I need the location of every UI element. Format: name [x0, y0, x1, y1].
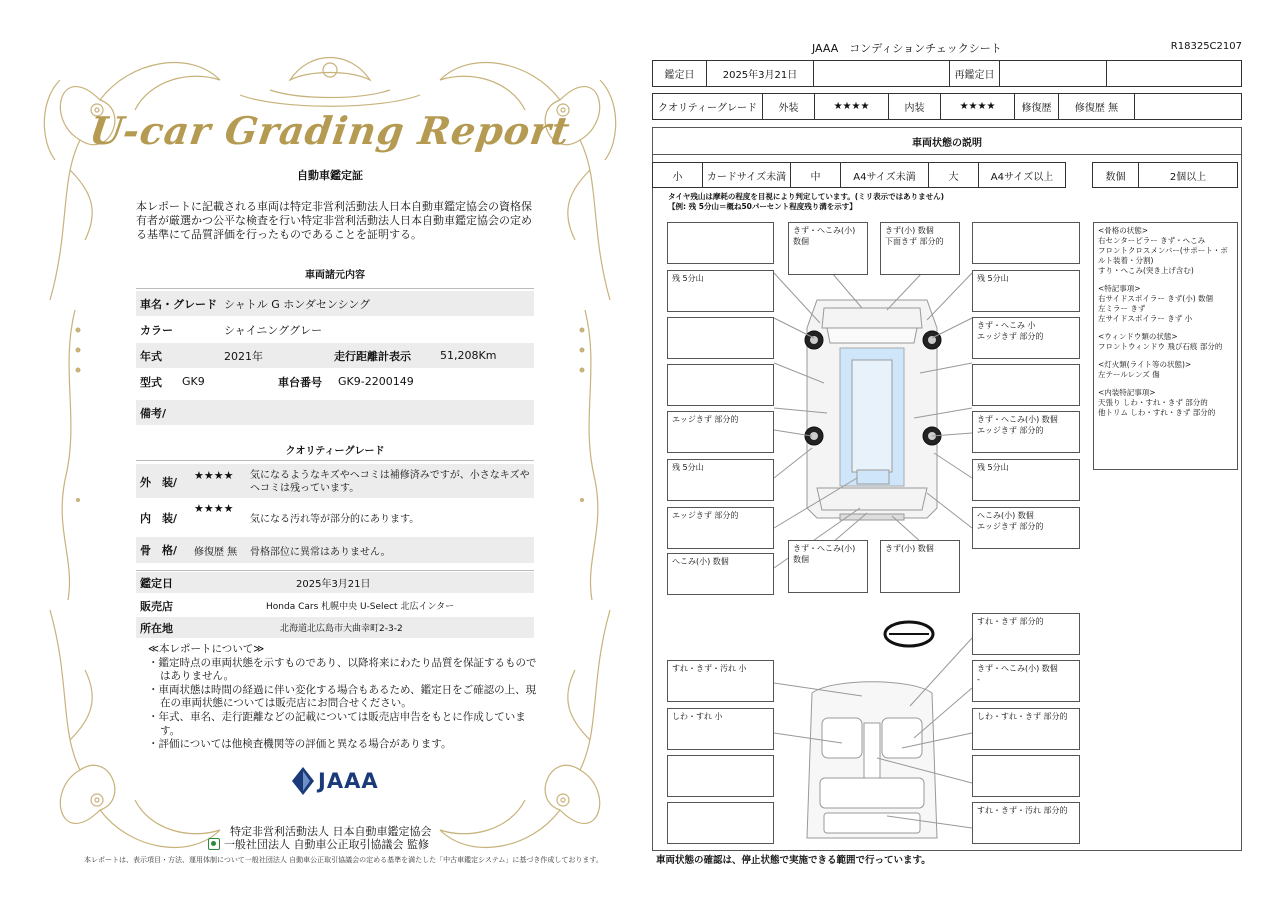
mileage-value: 51,208Km [440, 349, 497, 362]
info-row-address [136, 617, 534, 638]
interior-label: 内 装/ [140, 512, 178, 525]
divider [136, 570, 534, 571]
repair-label: 修復歴 [1015, 94, 1059, 119]
note-box-bottom-mid-2 [880, 540, 960, 593]
note-text: エッジきず 部分的 [977, 332, 1044, 341]
note-text: 残 5分山 [672, 463, 704, 472]
note-text: しわ・すれ 小 [672, 712, 723, 721]
note-box-interior-left-2 [667, 708, 774, 750]
exterior-label: 外 装/ [140, 476, 178, 489]
divider [136, 288, 534, 289]
grading-report-page [40, 40, 620, 870]
spec-row-model [136, 369, 534, 394]
right-footer-note: 車両状態の確認は、停止状態で実施できる範囲で行っています。 [656, 855, 931, 866]
spec-row-year [136, 343, 534, 368]
info-row-date [136, 572, 534, 593]
interior-stars: ★★★★ [194, 502, 234, 515]
note-box-empty [972, 755, 1080, 797]
note-box-interior-right-4 [972, 802, 1080, 844]
quality-row-interior [136, 502, 534, 532]
spec-section-header: 車両諸元内容 [305, 270, 365, 281]
condition-line: <ウィンドウ類の状態> [1098, 332, 1178, 341]
condition-line: 左テールレンズ 傷 [1098, 370, 1160, 379]
spec-row-color [136, 317, 534, 342]
note-text: しわ・すれ・きず 部分的 [977, 712, 1068, 721]
int-stars: ★★★★ [941, 94, 1015, 119]
model-value: GK9 [182, 375, 205, 388]
condition-line: 左ミラー きず [1098, 304, 1146, 313]
year-label: 年式 [140, 349, 162, 363]
note-text: - [977, 675, 980, 684]
note-text: へこみ(小) 数個 [672, 557, 729, 566]
address-value: 北海道北広島市大曲幸町2-3-2 [280, 624, 403, 634]
dealer-label: 販売店 [140, 599, 173, 613]
condition-line: 右センターピラー きず・へこみ [1098, 236, 1206, 245]
note-text: きず(小) 数個 [885, 544, 934, 553]
exterior-text-2: ヘコミは残っています。 [250, 483, 360, 494]
note-item: ・評価については他検査機関等の評価と異なる場合があります。 [148, 738, 452, 751]
spacer [1098, 380, 1233, 388]
supervisor-text: 一般社団法人 自動車公正取引協議会 監修 [224, 838, 429, 851]
note-text: エッジきず 部分的 [672, 415, 739, 424]
condition-line: すり・へこみ(突き上げ含む) [1098, 266, 1194, 275]
chassis-label: 車台番号 [278, 375, 322, 389]
note-box-top-mid-2 [880, 222, 960, 275]
jaaa-logo [292, 767, 379, 795]
count-value: 2個以上 [1169, 171, 1207, 183]
note-box-interior-right-3 [972, 708, 1080, 750]
date-value: 2025年3月21日 [707, 61, 814, 86]
frame-value: 修復歴 無 [194, 546, 238, 558]
note-text: 下面きず 部分的 [885, 237, 944, 246]
qg-label: クオリティーグレード [653, 94, 763, 119]
note-box-interior-right-2 [972, 660, 1080, 702]
note-text: きず・へこみ(小) 数個 [793, 226, 856, 246]
color-label: カラー [140, 323, 173, 337]
remarks-label: 備考/ [140, 406, 167, 420]
size-m-desc: A4サイズ未満 [841, 163, 929, 187]
redate-label: 再鑑定日 [950, 61, 1000, 86]
ext-label: 外装 [763, 94, 815, 119]
note-box-right-mid-1 [972, 317, 1080, 359]
report-notes [148, 643, 538, 752]
condition-summary [1093, 222, 1238, 470]
note-text: きず・へこみ(小) 数個 [977, 664, 1058, 673]
spec-row-name [136, 291, 534, 316]
name-value: シャトル G ホンダセンシング [224, 297, 371, 311]
size-l-desc: A4サイズ以上 [990, 171, 1054, 183]
tire-note-line-2: 【例: 残 5分山＝概ね50パーセント程度残り溝を示す】 [668, 202, 857, 211]
note-text: エッジきず 部分的 [672, 511, 739, 520]
size-s-label: 小 [653, 163, 703, 187]
condition-line: <内装特記事項> [1098, 388, 1156, 397]
organization-name: 特定非営利活動法人 日本自動車鑑定協会 [230, 825, 432, 838]
note-text: きず・へこみ 小 [977, 321, 1036, 330]
note-text: エッジきず 部分的 [977, 426, 1044, 435]
condition-line: <骨格の状態> [1098, 226, 1149, 235]
condition-line: ルト装着・分割) [1098, 256, 1154, 265]
note-text: へこみ(小) 数個 [977, 511, 1034, 520]
condition-line: 右サイドスポイラー きず(小) 数個 [1098, 294, 1214, 303]
interior-text: 気になる汚れ等が部分的にあります。 [250, 514, 420, 525]
size-s-desc: カードサイズ未満 [703, 163, 791, 187]
report-script-title: U-car Grading Report [86, 108, 574, 153]
divider [136, 460, 534, 461]
condition-line: 左サイドスポイラー きず 小 [1098, 314, 1193, 323]
note-box-right-tire-1 [972, 270, 1080, 312]
note-box-left-edge-2 [667, 507, 774, 549]
note-text: すれ・きず・汚れ 部分的 [977, 806, 1068, 815]
note-box-bottom-mid-1 [788, 540, 868, 593]
note-box-left-tire-2 [667, 459, 774, 501]
condition-line: フロントウィンドウ 飛び石痕 部分的 [1098, 342, 1223, 351]
exterior-description [250, 469, 530, 495]
note-text: 残 5分山 [672, 274, 704, 283]
note-text: きず(小) 数個 [885, 226, 934, 235]
note-text: すれ・きず 部分的 [977, 617, 1044, 626]
condition-line: <特記事項> [1098, 284, 1141, 293]
fair-trade-mark-icon [208, 838, 220, 850]
left-footer-note: 本レポートは、表示項目・方法、運用体制について一般社団法人 自動車公正取引協議会の定める基準を満たした「中古車鑑定システム」に基づき作成しております。 [84, 856, 603, 864]
note-text: 残 5分山 [977, 463, 1009, 472]
condition-check-sheet [652, 38, 1242, 868]
dealer-value: Honda Cars 札幌中央 U-Select 北広インター [266, 602, 455, 612]
address-label: 所在地 [140, 621, 173, 635]
note-box-empty [667, 364, 774, 406]
note-box-top-mid-1 [788, 222, 868, 275]
model-label: 型式 [140, 375, 162, 389]
note-box-empty [667, 222, 774, 264]
count-label: 数個 [1093, 163, 1139, 187]
condition-line: 天張り しわ・すれ・きず 部分的 [1098, 398, 1208, 407]
note-box-empty [972, 222, 1080, 264]
note-box-interior-left-1 [667, 660, 774, 702]
notes-title: ≪本レポートについて≫ [148, 643, 265, 655]
section-title: 車両状態の説明 [652, 127, 1242, 155]
spec-row-remarks [136, 400, 534, 425]
exterior-stars: ★★★★ [194, 469, 234, 482]
size-l-label: 大 [929, 163, 979, 187]
sheet-title: JAAA コンディションチェックシート [812, 42, 1002, 55]
note-text: 残 5分山 [977, 274, 1009, 283]
quality-row-exterior [136, 464, 534, 498]
info-row-dealer [136, 595, 534, 616]
certificate-title: 自動車鑑定証 [297, 169, 363, 182]
supervisor-name [208, 836, 429, 852]
note-text: エッジきず 部分的 [977, 522, 1044, 531]
date-label: 鑑定日 [140, 576, 173, 590]
size-m-label: 中 [791, 163, 841, 187]
note-text: きず・へこみ(小) 数個 [977, 415, 1058, 424]
int-label: 内装 [889, 94, 941, 119]
note-box-right-mid-2 [972, 411, 1080, 453]
note-box-empty [667, 755, 774, 797]
date-value: 2025年3月21日 [296, 579, 371, 590]
note-item: ・車両状態は時間の経過に伴い変化する場合もあるため、鑑定日をご確認の上、現在の車両状態については販売店にお問合せください。 [148, 683, 537, 710]
note-text: すれ・きず・汚れ 小 [672, 664, 747, 673]
year-value: 2021年 [224, 349, 263, 363]
quality-section-header: クオリティーグレード [285, 446, 385, 457]
note-box-empty [667, 802, 774, 844]
date-label: 鑑定日 [653, 61, 707, 86]
jaaa-emblem-icon [292, 767, 314, 795]
condition-line: フロントクロスメンバー(サポート・ボ [1098, 246, 1228, 255]
note-box-empty [667, 317, 774, 359]
note-item: ・年式、車名、走行距離などの記載については販売店申告をもとに作成しています。 [148, 710, 526, 737]
note-item: ・鑑定時点の車両状態を示すものであり、以降将来にわたり品質を保証するものではありません。 [148, 656, 537, 683]
mileage-label: 走行距離計表示 [334, 349, 411, 363]
note-text: きず・へこみ(小) 数個 [793, 544, 856, 564]
note-box-left-edge-1 [667, 411, 774, 453]
quality-row-frame [136, 537, 534, 563]
frame-text: 骨格部位に異常はありません。 [250, 546, 391, 558]
exterior-text-1: 気になるようなキズやヘコミは補修済みですが、小さなキズや [250, 470, 530, 481]
repair-value: 修復歴 無 [1059, 94, 1135, 119]
note-box-right-tire-2 [972, 459, 1080, 501]
frame-label: 骨 格/ [140, 544, 178, 557]
tire-note-line-1: タイヤ残山は摩耗の程度を目視により判定しています。(ミリ表示ではありません) [668, 192, 945, 201]
color-value: シャイニンググレー [224, 323, 323, 337]
note-box-empty [972, 364, 1080, 406]
note-box-left-rear [667, 553, 774, 595]
spacer [1098, 352, 1233, 360]
sheet-code: R18325C2107 [1170, 41, 1242, 52]
chassis-value: GK9-2200149 [338, 375, 414, 388]
note-box-right-rear [972, 507, 1080, 549]
note-box-interior-right-1 [972, 613, 1080, 655]
ext-stars: ★★★★ [815, 94, 889, 119]
jaaa-logo-text: JAAA [318, 769, 379, 793]
certificate-intro: 本レポートに記載される車両は特定非営利活動法人日本自動車鑑定協会の資格保有者が厳選かつ公平な検査を行い特定非営利活動法人日本自動車鑑定協会の定める基準にて品質評価を行ったものであることを証明する。 [136, 200, 532, 241]
note-box-left-tire-1 [667, 270, 774, 312]
spacer [1098, 276, 1233, 284]
condition-line: <灯火類(ライト等の状態)> [1098, 360, 1192, 369]
spacer [1098, 324, 1233, 332]
condition-line: 他トリム しわ・すれ・きず 部分的 [1098, 408, 1216, 417]
name-label: 車名・グレード [140, 297, 217, 311]
